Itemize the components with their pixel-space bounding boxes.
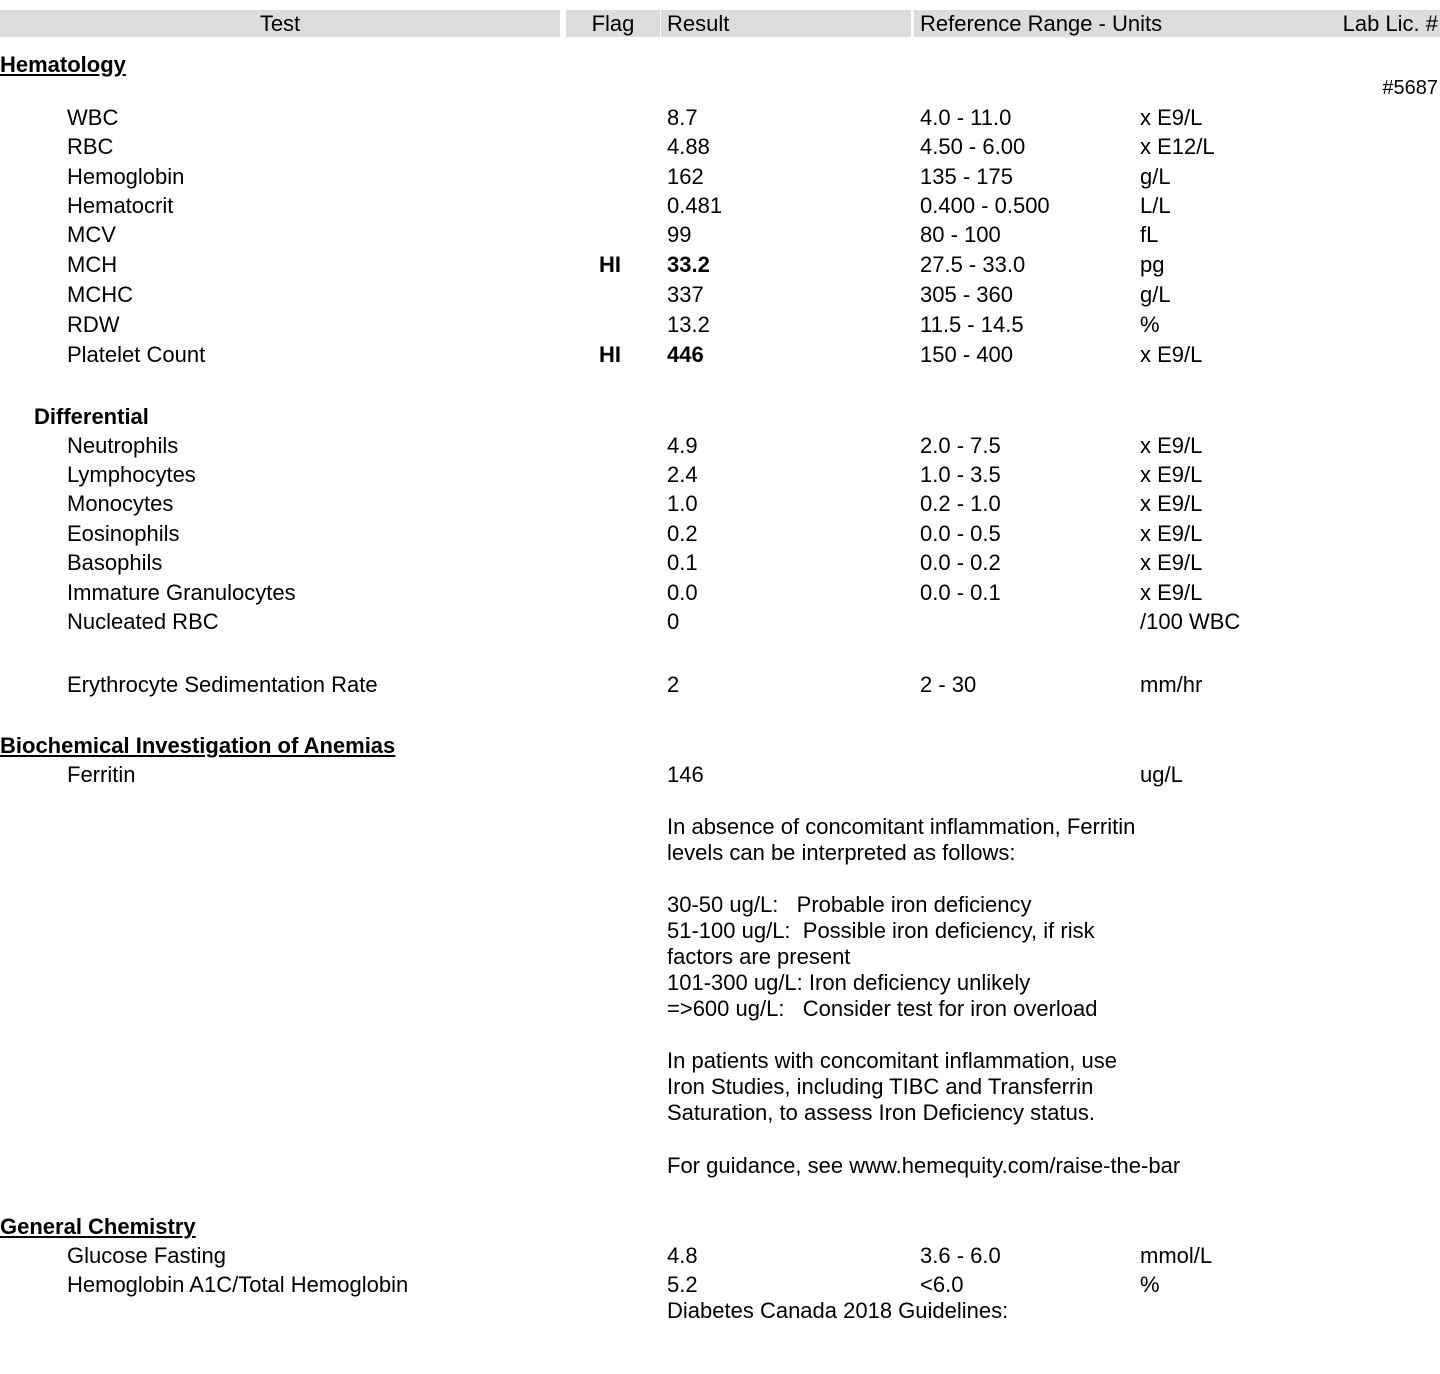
table-row [0, 580, 1440, 610]
ferritin-note-line: In absence of concomitant inflammation, Ferritin [667, 814, 1136, 839]
test-name: Eosinophils [67, 521, 180, 546]
test-reference: 150 - 400 [920, 342, 1013, 367]
ferritin-note-line: factors are present [667, 944, 851, 969]
test-result: 4.88 [667, 134, 710, 159]
table-row [0, 252, 1440, 282]
test-name: MCV [67, 222, 116, 247]
test-unit: x E9/L [1140, 105, 1203, 130]
test-name: Hematocrit [67, 193, 174, 218]
test-reference: 0.0 - 0.2 [920, 550, 1001, 575]
test-unit: % [1140, 312, 1160, 337]
table-row [0, 282, 1440, 312]
table-row [0, 134, 1440, 164]
table-row [0, 193, 1440, 223]
ferritin-note-line: Iron Studies, including TIBC and Transferrin [667, 1074, 1094, 1099]
header-flag: Flag [566, 10, 660, 37]
header-lab-license: Lab Lic. # [1342, 11, 1438, 36]
test-unit: x E9/L [1140, 462, 1203, 487]
test-unit: pg [1140, 252, 1165, 277]
test-unit: g/L [1140, 164, 1171, 189]
table-row [0, 312, 1440, 342]
table-row [0, 521, 1440, 551]
test-result: 0.2 [667, 521, 698, 546]
test-result: 446 [667, 342, 704, 367]
test-reference: 1.0 - 3.5 [920, 462, 1001, 487]
header-result: Result [661, 10, 911, 37]
table-row [0, 1243, 1440, 1273]
test-reference: 0.0 - 0.5 [920, 521, 1001, 546]
subsection-differential: Differential [34, 404, 149, 429]
test-unit: mmol/L [1140, 1243, 1213, 1268]
table-row [0, 433, 1440, 463]
test-unit: x E9/L [1140, 433, 1203, 458]
test-reference: 3.6 - 6.0 [920, 1243, 1001, 1268]
table-row [0, 462, 1440, 492]
test-name: Glucose Fasting [67, 1243, 226, 1268]
ferritin-note-line: For guidance, see www.hemequity.com/raise-the-bar [667, 1153, 1181, 1178]
test-unit: x E12/L [1140, 134, 1215, 159]
test-name: Neutrophils [67, 433, 179, 458]
table-row [0, 491, 1440, 521]
table-row [0, 609, 1440, 639]
test-reference: 0.2 - 1.0 [920, 491, 1001, 516]
test-unit: fL [1140, 222, 1159, 247]
test-name: Immature Granulocytes [67, 580, 296, 605]
table-row [0, 342, 1440, 372]
lab-license-number: #5687 [1382, 77, 1438, 99]
test-reference: 27.5 - 33.0 [920, 252, 1026, 277]
table-row [0, 550, 1440, 580]
test-result: 0.0 [667, 580, 698, 605]
test-reference: 2.0 - 7.5 [920, 433, 1001, 458]
test-result: 4.9 [667, 433, 698, 458]
test-reference: 2 - 30 [920, 672, 977, 697]
ferritin-note-line: In patients with concomitant inflammation, use [667, 1048, 1118, 1073]
test-result: 4.8 [667, 1243, 698, 1268]
test-name: MCH [67, 252, 118, 277]
test-name: WBC [67, 105, 119, 130]
test-unit: x E9/L [1140, 342, 1203, 367]
test-result: 2.4 [667, 462, 698, 487]
section-anemias: Biochemical Investigation of Anemias [0, 733, 396, 758]
test-result: 2 [667, 672, 680, 697]
test-reference: 4.50 - 6.00 [920, 134, 1026, 159]
test-unit: x E9/L [1140, 580, 1203, 605]
test-unit: /100 WBC [1140, 609, 1241, 634]
test-unit: x E9/L [1140, 550, 1203, 575]
test-reference: <6.0 [920, 1272, 964, 1297]
a1c-guideline-note: Diabetes Canada 2018 Guidelines: [667, 1298, 1009, 1323]
test-unit: x E9/L [1140, 521, 1203, 546]
test-name: Nucleated RBC [67, 609, 219, 634]
test-result: 337 [667, 282, 704, 307]
ferritin-note-line: 51-100 ug/L: Possible iron deficiency, if risk [667, 918, 1095, 943]
test-reference: 80 - 100 [920, 222, 1001, 247]
test-reference: 4.0 - 11.0 [920, 105, 1012, 130]
ferritin-note-line: Saturation, to assess Iron Deficiency status. [667, 1100, 1095, 1125]
test-result: 146 [667, 762, 704, 787]
test-name: Ferritin [67, 762, 136, 787]
test-reference: 0.400 - 0.500 [920, 193, 1050, 218]
section-general-chemistry: General Chemistry [0, 1214, 196, 1239]
test-result: 0.1 [667, 550, 698, 575]
ferritin-note-line: =>600 ug/L: Consider test for iron overload [667, 996, 1098, 1021]
test-result: 0 [667, 609, 680, 634]
test-unit: ug/L [1140, 762, 1183, 787]
table-row [0, 222, 1440, 252]
test-name: RDW [67, 312, 120, 337]
ferritin-note-line: 101-300 ug/L: Iron deficiency unlikely [667, 970, 1031, 995]
test-unit: % [1140, 1272, 1160, 1297]
header-reference-range: Reference Range - Units [914, 10, 1440, 37]
ferritin-note-line: 30-50 ug/L: Probable iron deficiency [667, 892, 1032, 917]
test-name: RBC [67, 134, 114, 159]
test-unit: g/L [1140, 282, 1171, 307]
test-flag: HI [599, 252, 621, 277]
test-name: MCHC [67, 282, 133, 307]
test-reference: 135 - 175 [920, 164, 1013, 189]
header-test: Test [0, 10, 560, 37]
test-unit: L/L [1140, 193, 1171, 218]
test-result: 8.7 [667, 105, 698, 130]
test-result: 1.0 [667, 491, 698, 516]
test-result: 0.481 [667, 193, 723, 218]
test-name: Hemoglobin [67, 164, 185, 189]
test-result: 99 [667, 222, 692, 247]
test-name: Erythrocyte Sedimentation Rate [67, 672, 378, 697]
test-unit: mm/hr [1140, 672, 1203, 697]
test-result: 5.2 [667, 1272, 698, 1297]
test-result: 33.2 [667, 252, 710, 277]
test-name: Hemoglobin A1C/Total Hemoglobin [67, 1272, 409, 1297]
section-hematology: Hematology [0, 52, 126, 77]
test-reference: 11.5 - 14.5 [920, 312, 1024, 337]
test-name: Platelet Count [67, 342, 206, 367]
test-name: Basophils [67, 550, 163, 575]
test-unit: x E9/L [1140, 491, 1203, 516]
test-result: 13.2 [667, 312, 710, 337]
table-row [0, 762, 1440, 792]
table-row [0, 164, 1440, 194]
test-flag: HI [599, 342, 621, 367]
test-name: Lymphocytes [67, 462, 196, 487]
table-row [0, 672, 1440, 702]
test-reference: 305 - 360 [920, 282, 1013, 307]
table-row [0, 105, 1440, 135]
test-name: Monocytes [67, 491, 174, 516]
ferritin-note-line: levels can be interpreted as follows: [667, 840, 1016, 865]
test-reference: 0.0 - 0.1 [920, 580, 1001, 605]
test-result: 162 [667, 164, 704, 189]
